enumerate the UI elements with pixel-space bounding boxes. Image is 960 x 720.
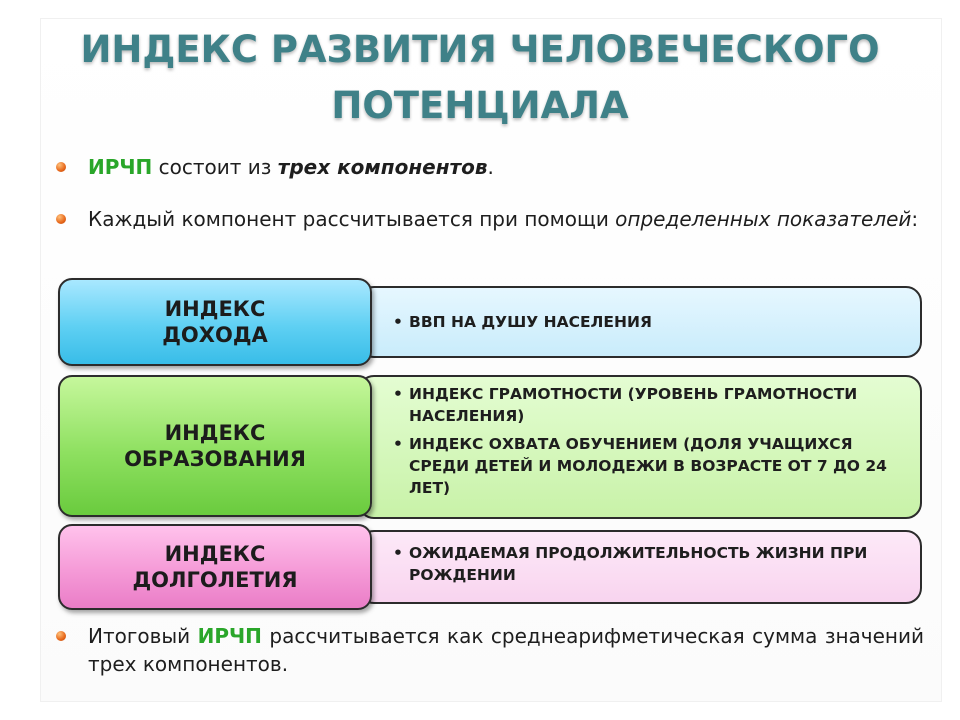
orange-dot-icon xyxy=(56,631,66,641)
indicator-item: • ИНДЕКС ГРАМОТНОСТИ (УРОВЕНЬ ГРАМОТНОСТИ НАСЕЛЕНИЯ) xyxy=(393,383,906,427)
indicator-item: • ИНДЕКС ОХВАТА ОБУЧЕНИЕМ (ДОЛЯ УЧАЩИХСЯ СРЕДИ ДЕТЕЙ И МОЛОДЕЖИ В ВОЗРАСТЕ ОТ 7 ДО 24 ЛЕТ) xyxy=(393,433,906,499)
bullet-text-part: состоит из xyxy=(152,155,278,179)
indicator-item: • ОЖИДАЕМАЯ ПРОДОЛЖИТЕЛЬНОСТЬ ЖИЗНИ ПРИ РОЖДЕНИИ xyxy=(393,542,906,586)
component-income-indicator-list xyxy=(393,311,906,333)
bullet-text xyxy=(88,622,924,678)
bullet-text-part: : xyxy=(911,207,919,231)
bullet-text-part: рассчитывается как среднеарифметическая сумма значений трех компонентов. xyxy=(88,624,924,676)
bullet-text xyxy=(88,153,924,181)
bullet-text xyxy=(88,205,924,233)
bullet-text-part: Каждый компонент рассчитывается при помощи xyxy=(88,207,616,231)
orange-dot-icon xyxy=(56,214,66,224)
emphasis-text: трех компонентов xyxy=(277,155,488,179)
component-longevity-label xyxy=(58,524,372,610)
bullet-text-part: . xyxy=(487,155,494,179)
indicator-item: • ВВП НА ДУШУ НАСЕЛЕНИЯ xyxy=(393,311,906,333)
emphasis-text: определенных показателей xyxy=(615,207,912,231)
component-longevity xyxy=(58,524,922,610)
abbr-highlight: ИРЧП xyxy=(197,624,262,648)
bullet-final-index xyxy=(58,622,924,678)
orange-dot-icon xyxy=(56,162,66,172)
component-income xyxy=(58,278,922,366)
title-line-1: ИНДЕКС РАЗВИТИЯ ЧЕЛОВЕЧЕСКОГО xyxy=(80,28,880,71)
page-title xyxy=(0,22,960,134)
bullet-components-count xyxy=(58,153,924,181)
component-education xyxy=(58,373,922,519)
component-income-label xyxy=(58,278,372,366)
label-line: ДОХОДА xyxy=(162,323,268,347)
label-line: ИНДЕКС xyxy=(164,421,266,445)
component-education-label xyxy=(58,375,372,517)
bullet-indicators xyxy=(58,205,924,233)
component-education-indicator-list xyxy=(393,383,906,499)
component-longevity-indicator-list xyxy=(393,542,906,586)
label-line: ДОЛГОЛЕТИЯ xyxy=(132,568,298,592)
bullet-text-part: Итоговый xyxy=(88,624,198,648)
abbr-highlight: ИРЧП xyxy=(88,155,153,179)
label-line: ИНДЕКС xyxy=(164,542,266,566)
label-line: ИНДЕКС xyxy=(164,297,266,321)
label-line: ОБРАЗОВАНИЯ xyxy=(124,447,306,471)
title-line-2: ПОТЕНЦИАЛА xyxy=(331,84,629,127)
